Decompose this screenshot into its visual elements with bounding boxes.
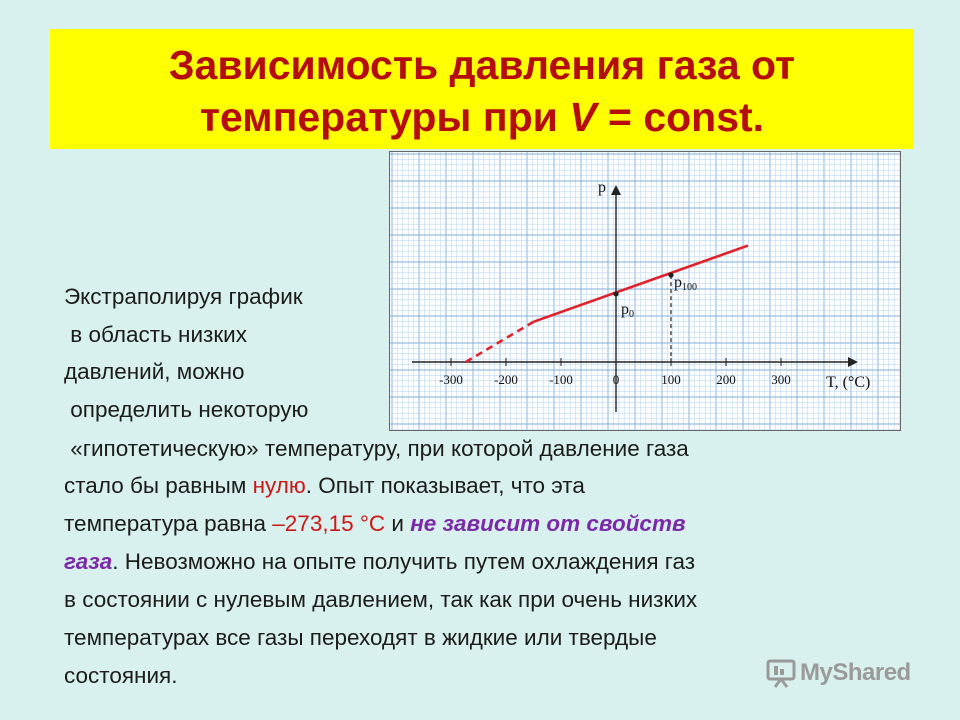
x-tick-label: 0	[612, 372, 620, 387]
title-line-1: Зависимость давления газа от	[168, 42, 796, 88]
x-axis-label: T, (°C)	[826, 374, 871, 391]
x-tick-label: 200	[716, 372, 736, 387]
independence-highlight: не зависит от свойств	[410, 511, 686, 536]
body-line-7: температура равна –273,15 °С и не зависит от свойств	[64, 511, 686, 536]
x-tick-label: -200	[494, 372, 518, 387]
zero-highlight: нулю	[252, 473, 306, 498]
myshared-logo	[766, 657, 926, 693]
volume-variable: V	[569, 94, 597, 140]
presentation-icon	[766, 658, 796, 688]
point-p0	[613, 291, 618, 296]
body-line-5: «гипотетическую» температуру, при которой давление газа	[64, 436, 689, 461]
y-axis-label: p	[598, 179, 606, 196]
body-line-4: определить некоторую	[64, 397, 309, 422]
body-line-3: давлений, можно	[64, 359, 245, 384]
body-line-2: в область низких	[64, 322, 247, 347]
body-line-6: стало бы равным нулю. Опыт показывает, что эта	[64, 473, 585, 498]
absolute-zero-value: –273,15 °С	[272, 511, 386, 536]
x-tick-label: -300	[439, 372, 463, 387]
x-tick-label: 300	[771, 372, 791, 387]
body-line-1: Экстраполируя график	[64, 284, 303, 309]
body-line-11: состояния.	[64, 663, 178, 688]
x-tick-label: -100	[549, 372, 573, 387]
p100-label: p100	[674, 274, 697, 294]
title-banner	[50, 29, 914, 149]
graph-svg	[390, 152, 900, 430]
body-line-8: газа. Невозможно на опыте получить путем охлаждения газ	[64, 549, 696, 574]
p0-label: p0	[621, 300, 634, 320]
pressure-temperature-graph	[389, 151, 901, 431]
body-line-9: в состоянии с нулевым давлением, так как при очень низких	[64, 587, 698, 612]
x-tick-label: 100	[661, 372, 681, 387]
logo-text: MyShared	[800, 659, 911, 686]
body-line-10: температурах все газы переходят в жидкие или твердые	[64, 625, 657, 650]
title-line-2: температуры при V = const.	[199, 94, 765, 140]
gas-highlight: газа	[64, 549, 113, 574]
